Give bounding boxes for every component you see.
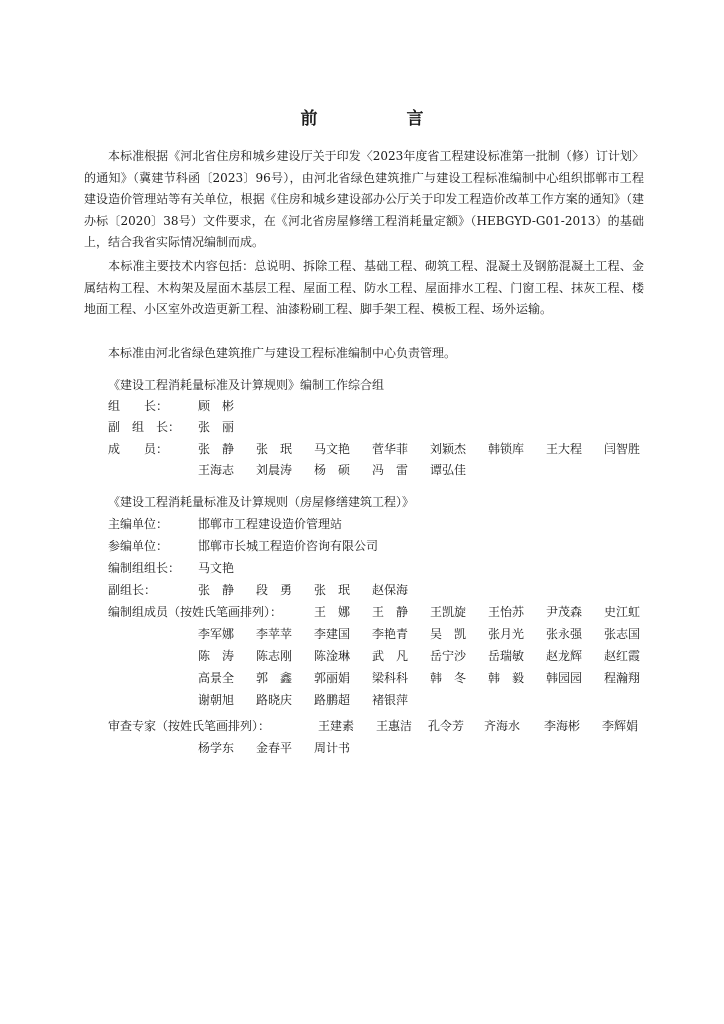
paragraph-text: 本标准主要技术内容包括：总说明、拆除工程、基础工程、砌筑工程、混凝土及钢筋混凝土工程、金属结构工程、木构架及屋面木基层工程、屋面工程、防水工程、屋面排水工程、门窗工程、抹灰工程、楼地面工程、小区室外改造更新工程、油漆粉刷工程、脚手架工程、模板工程、场外运输。: [84, 259, 644, 316]
member-name: 韩锁库: [488, 442, 525, 456]
group2-leader: 马文艳: [198, 561, 235, 575]
group2-deputy-label: 副组长：: [108, 583, 157, 597]
member-name: 王海志: [198, 463, 235, 477]
member-name: 史江虹: [604, 605, 641, 619]
member-name: 李军娜: [198, 627, 235, 641]
paragraph-management: [84, 343, 644, 365]
member-name: 王大程: [546, 442, 583, 456]
member-name: 王 静: [372, 605, 409, 619]
member-name: 张志国: [604, 627, 641, 641]
member-name: 李艳青: [372, 627, 409, 641]
member-name: 梁科科: [372, 671, 409, 685]
member-name: 吴 凯: [430, 627, 467, 641]
reviewers-label: 审查专家（按姓氏笔画排列）：: [108, 719, 271, 733]
paragraph-text: 本标准由河北省绿色建筑推广与建设工程标准编制中心负责管理。: [108, 346, 457, 360]
member-name: 闫智胜: [604, 442, 641, 456]
member-name: 杨 硕: [314, 463, 351, 477]
member-name: 赵龙辉: [546, 649, 583, 663]
group1-members-label: 成 员：: [108, 442, 169, 456]
paragraph-text: 本标准根据《河北省住房和城乡建设厅关于印发〈2023年度省工程建设标准第一批制（修）订计划〉的通知》（冀建节科函〔2023〕96号），由河北省绿色建筑推广与建设工程标准编制中心组织邯郸市工程建设造价管理站等有关单位，根据《住房和城乡建设部办公厅关于印发工程造价改革工作方案的通知》（建办标〔2020〕38号）文件要求，在《河北省房屋修缮工程消耗量定额》（HEBGYD-G01-2013）的基础上，结合我省实际情况编制而成。: [84, 149, 644, 249]
reviewer-name: 周计书: [314, 741, 351, 755]
deputy-name: 张 静: [198, 583, 235, 597]
member-name: 韩园园: [546, 671, 583, 685]
member-name: 陈 涛: [198, 649, 235, 663]
group1-deputy: 张 丽: [198, 420, 235, 434]
member-name: 李苹苹: [256, 627, 293, 641]
deputy-name: 张 珉: [314, 583, 351, 597]
deputy-name: 赵保海: [372, 583, 409, 597]
member-name: 岳宁沙: [430, 649, 467, 663]
group2-leader-label: 编制组组长：: [108, 561, 181, 575]
group2-members-label: 编制组成员（按姓氏笔画排列）：: [108, 605, 283, 619]
reviewer-name: 李海彬: [544, 719, 581, 733]
member-name: 冯 雷: [372, 463, 409, 477]
member-name: 张永强: [546, 627, 583, 641]
group1-leader-label: 组 长：: [108, 399, 169, 413]
member-name: 郭丽娟: [314, 671, 351, 685]
member-name: 褚银萍: [372, 693, 409, 707]
member-name: 刘晨涛: [256, 463, 293, 477]
member-name: 武 凡: [372, 649, 409, 663]
group1-deputy-label: 副 组 长：: [108, 420, 181, 434]
member-name: 赵红霞: [604, 649, 641, 663]
deputy-name: 段 勇: [256, 583, 293, 597]
member-name: 王凯旋: [430, 605, 467, 619]
member-name: 刘颖杰: [430, 442, 467, 456]
member-name: 谭弘佳: [430, 463, 467, 477]
member-name: 陈淦琳: [314, 649, 351, 663]
member-name: 高景全: [198, 671, 235, 685]
member-name: 王怡苏: [488, 605, 525, 619]
member-name: 韩 毅: [488, 671, 525, 685]
member-name: 韩 冬: [430, 671, 467, 685]
member-name: 路晓庆: [256, 693, 293, 707]
member-name: 陈志刚: [256, 649, 293, 663]
co-unit: 邯郸市长城工程造价咨询有限公司: [198, 539, 379, 553]
member-name: 王 娜: [314, 605, 351, 619]
member-name: 郭 鑫: [256, 671, 293, 685]
group2-heading: 《建设工程消耗量标准及计算规则（房屋修缮建筑工程）》: [108, 495, 415, 509]
member-name: 菅华菲: [372, 442, 409, 456]
paragraph-contents: [84, 256, 644, 321]
member-name: 张 静: [198, 442, 235, 456]
paragraph-basis: [84, 146, 644, 254]
reviewer-name: 王惠洁: [376, 719, 413, 733]
member-name: 张 珉: [256, 442, 293, 456]
member-name: 李建国: [314, 627, 351, 641]
group1-heading: 《建设工程消耗量标准及计算规则》编制工作综合组: [108, 378, 385, 392]
member-name: 岳瑞敏: [488, 649, 525, 663]
reviewer-name: 金春平: [256, 741, 293, 755]
member-name: 谢朝旭: [198, 693, 235, 707]
reviewer-name: 齐海水: [484, 719, 521, 733]
member-name: 马文艳: [314, 442, 351, 456]
member-name: 程瀚翔: [604, 671, 641, 685]
member-name: 尹茂森: [546, 605, 583, 619]
reviewer-name: 杨学东: [198, 741, 235, 755]
reviewer-name: 王建素: [318, 719, 355, 733]
co-unit-label: 参编单位：: [108, 539, 169, 553]
chief-unit-label: 主编单位：: [108, 517, 169, 531]
page-title: 前 言: [300, 109, 460, 129]
chief-unit: 邯郸市工程建设造价管理站: [198, 517, 343, 531]
group1-leader: 顾 彬: [198, 399, 235, 413]
member-name: 张月光: [488, 627, 525, 641]
reviewer-name: 孔令芳: [428, 719, 465, 733]
reviewer-name: 李辉娟: [602, 719, 639, 733]
member-name: 路鹏超: [314, 693, 351, 707]
